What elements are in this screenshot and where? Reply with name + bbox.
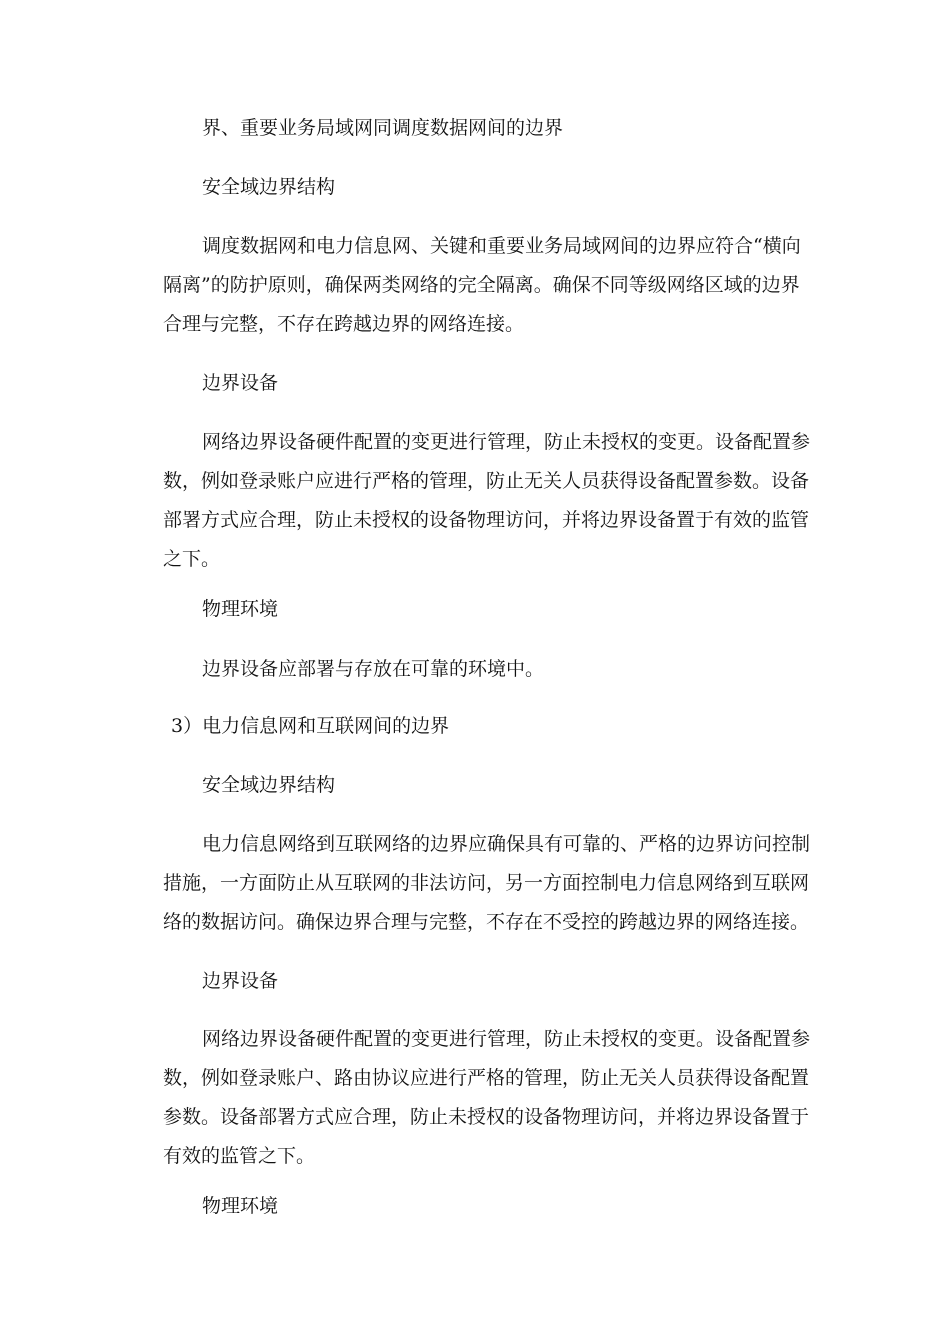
subheading-boundary-structure: 安全域边界结构: [202, 176, 336, 198]
paragraph-line: 有效的监管之下。: [163, 1145, 316, 1167]
paragraph-line: 合理与完整，不存在跨越边界的网络连接。: [163, 313, 525, 335]
subheading-boundary-device: 边界设备: [202, 372, 279, 394]
paragraph-line: 数，例如登录账户、路由协议应进行严格的管理，防止无关人员获得设备配置: [163, 1067, 810, 1089]
paragraph-line: 边界设备应部署与存放在可靠的环境中。: [202, 658, 545, 680]
paragraph-continuation: 界、重要业务局域网同调度数据网间的边界: [202, 117, 564, 139]
paragraph-line: 电力信息网络到互联网络的边界应确保具有可靠的、严格的边界访问控制: [202, 833, 811, 855]
subheading-physical-environment: 物理环境: [202, 1195, 279, 1217]
paragraph-line: 数，例如登录账户应进行严格的管理，防止无关人员获得设备配置参数。设备: [163, 470, 810, 492]
paragraph-line: 调度数据网和电力信息网、关键和重要业务局域网间的边界应符合“横向: [202, 235, 801, 257]
paragraph-line: 措施，一方面防止从互联网的非法访问，另一方面控制电力信息网络到互联网: [163, 872, 810, 894]
paragraph-line: 之下。: [163, 548, 221, 570]
subheading-physical-environment: 物理环境: [202, 598, 279, 620]
paragraph-line: 参数。设备部署方式应合理，防止未授权的设备物理访问，并将边界设备置于: [163, 1106, 810, 1128]
paragraph-line: 部署方式应合理，防止未授权的设备物理访问，并将边界设备置于有效的监管: [163, 509, 810, 531]
paragraph-line: 络的数据访问。确保边界合理与完整，不存在不受控的跨越边界的网络连接。: [163, 911, 810, 933]
section-heading-3: 3）电力信息网和互联网间的边界: [171, 715, 450, 737]
subheading-boundary-structure: 安全域边界结构: [202, 774, 336, 796]
paragraph-line: 隔离”的防护原则，确保两类网络的完全隔离。确保不同等级网络区域的边界: [163, 274, 800, 296]
subheading-boundary-device: 边界设备: [202, 970, 279, 992]
paragraph-line: 网络边界设备硬件配置的变更进行管理，防止未授权的变更。设备配置参: [202, 431, 811, 453]
paragraph-line: 网络边界设备硬件配置的变更进行管理，防止未授权的变更。设备配置参: [202, 1028, 811, 1050]
